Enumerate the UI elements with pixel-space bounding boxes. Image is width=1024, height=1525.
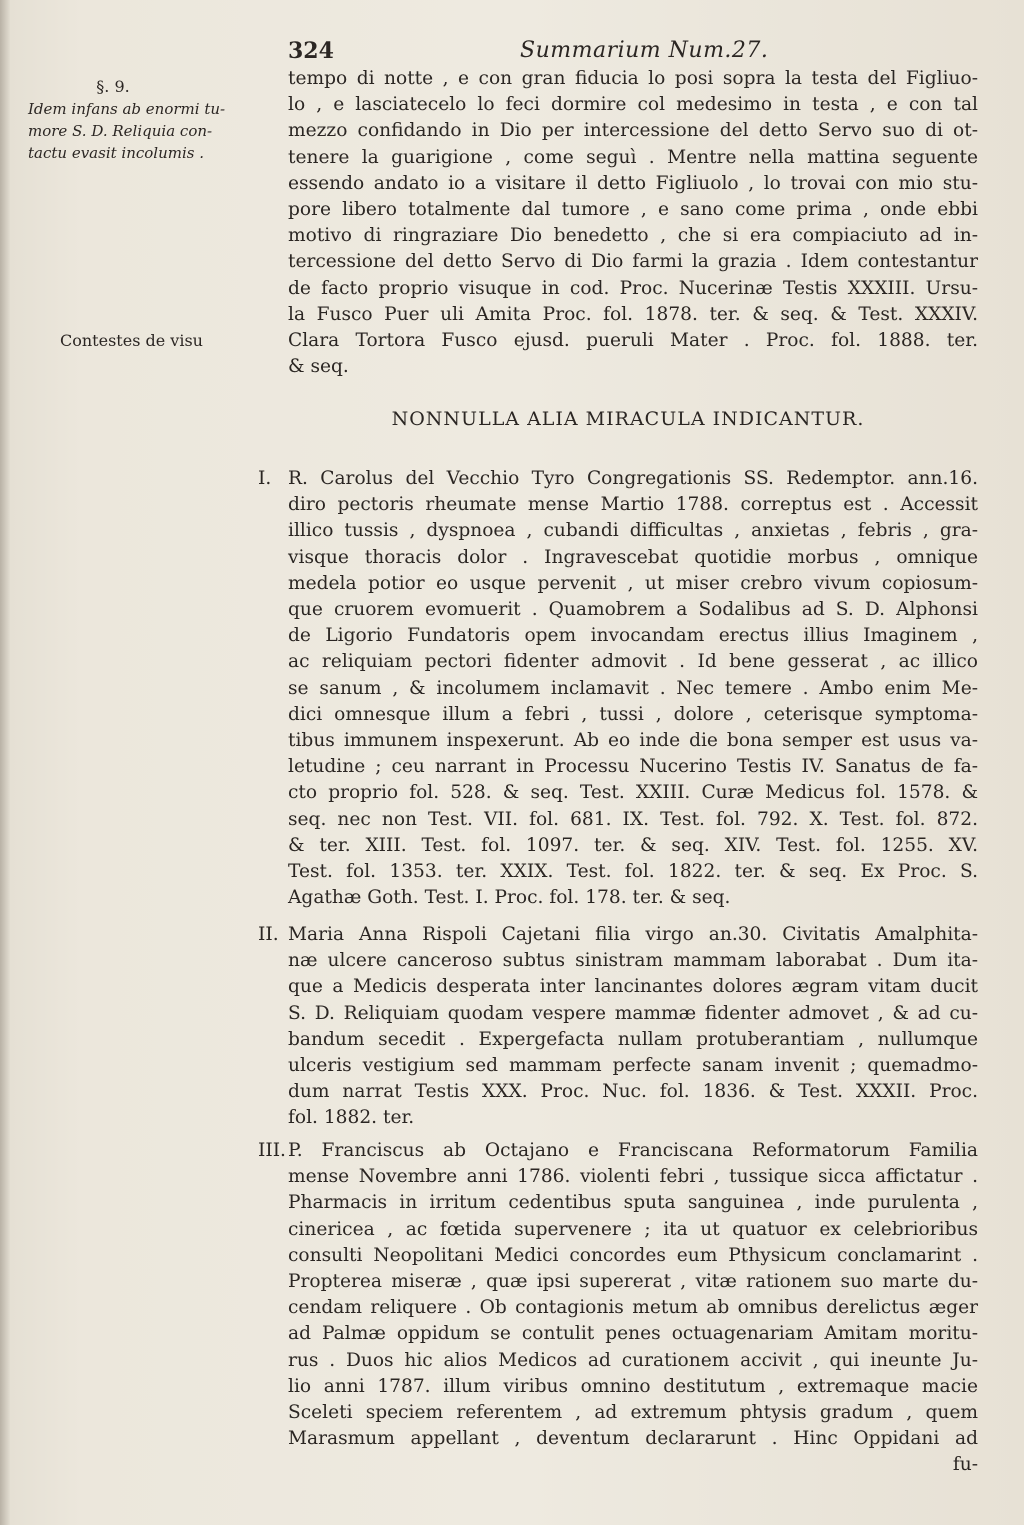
text-line: seq. nec non Test. VII. fol. 681. IX. Test. fol. 792. X. Test. fol. 872. [288, 808, 978, 830]
text-line: la Fusco Puer uli Amita Proc. fol. 1878. ter. & seq. & Test. XXXIV. [288, 303, 978, 325]
text-line: lo , e lasciatecelo lo feci dormire col medesimo in testa , e con tal [288, 94, 978, 116]
text-line: se sanum , & incolumem inclamavit . Nec temere . Ambo enim Me- [288, 677, 978, 699]
text-line: dum narrat Testis XXX. Proc. Nuc. fol. 1836. & Test. XXXII. Proc. [288, 1081, 978, 1103]
text-line: que cruorem evomuerit . Quamobrem a Sodalibus ad S. D. Alphonsi [288, 599, 978, 621]
text-line: cendam reliquere . Ob contagionis metum ab omnibus derelictus æger [288, 1297, 978, 1319]
text-line: mezzo confidando in Dio per intercessione del detto Servo suo di ot- [288, 120, 978, 142]
text-line: Pharmacis in irritum cedentibus sputa sanguinea , inde purulenta , [288, 1192, 978, 1214]
text-line: ac reliquiam pectori fidenter admovit . Id bene gesserat , ac illico [288, 651, 978, 673]
margin-note-line: tactu evasit incolumis . [28, 144, 205, 162]
text-line: Maria Anna Rispoli Cajetani filia virgo an.30. Civitatis Amalphita- [288, 924, 978, 945]
text-line: tenere la guarigione , come seguì . Mentre nella mattina seguente [288, 146, 978, 168]
item-number: III. [258, 1140, 286, 1161]
text-line: P. Franciscus ab Octajano e Franciscana Reformatorum Familia [288, 1140, 978, 1161]
text-line: bandum secedit . Expergefacta nullam protuberantiam , nullumque [288, 1028, 978, 1050]
text-line: ulceris vestigium sed mammam perfecte sanam invenit ; quemadmo- [288, 1055, 978, 1077]
item-body [288, 922, 978, 1132]
text-line: letudine ; ceu narrant in Processu Nucerino Testis IV. Sanatus de fa- [288, 756, 978, 778]
page-number: 324 [288, 38, 334, 64]
text-line: dici omnesque illum a febri , tussi , dolore , ceterisque symptoma- [288, 703, 978, 725]
section-mark: §. 9. [96, 77, 130, 96]
text-line: Propterea miseræ , quæ ipsi supererat , vitæ rationem suo marte du- [288, 1271, 978, 1293]
text-line: fol. 1882. ter. [288, 1107, 415, 1129]
text-line: pore libero totalmente dal tumore , e sano come prima , onde ebbi [288, 199, 978, 221]
margin-note-summary [28, 76, 258, 164]
text-line: medela potior eo usque pervenit , ut miser crebro vivum copiosum- [288, 572, 978, 594]
text-line: mense Novembre anni 1786. violenti febri , tussique sicca affictatur . [288, 1166, 978, 1188]
text-line: & seq. [288, 356, 349, 378]
body-text-block [288, 66, 978, 380]
text-line: tibus immunem inspexerunt. Ab eo inde die bona semper est usus va- [288, 730, 978, 752]
text-line: Clara Tortora Fusco ejusd. pueruli Mater . Proc. fol. 1888. ter. [288, 330, 978, 352]
text-line: lio anni 1787. illum viribus omnino destitutum , extremaque macie [288, 1375, 978, 1397]
text-line: Test. fol. 1353. ter. XXIX. Test. fol. 1822. ter. & seq. Ex Proc. S. [288, 861, 978, 883]
text-line: næ ulcere canceroso subtus sinistram mammam laborabat . Dum ita- [288, 950, 978, 972]
text-line: & ter. XIII. Test. fol. 1097. ter. & seq. XIV. Test. fol. 1255. XV. [288, 834, 978, 856]
text-line: Marasmum appellant , deventum declararunt . Hinc Oppidani ad [288, 1428, 978, 1450]
text-line: tercessione del detto Servo di Dio farmi la grazia . Idem contestantur [288, 251, 978, 273]
text-line: Sceleti speciem referentem , ad extremum phtysis gradum , quem [288, 1402, 978, 1424]
text-line: R. Carolus del Vecchio Tyro Congregationis SS. Redemptor. ann.16. [288, 468, 978, 489]
item-number: I. [258, 468, 272, 489]
text-line: ad Palmæ oppidum se contulit penes octuagenariam Amitam moritu- [288, 1323, 978, 1345]
text-line: motivo di ringraziare Dio benedetto , che si era compiaciuto ad in- [288, 225, 978, 247]
item-body [288, 466, 978, 911]
section-title: NONNULLA ALIA MIRACULA INDICANTUR. [391, 408, 865, 430]
margin-note-witnesses: Contestes de visu [60, 331, 203, 350]
text-line: essendo andato io a visitare il detto Figliuolo , lo trovai con mio stu- [288, 172, 978, 194]
text-line: cinericea , ac fœtida supervenere ; ita ut quatuor ex celebrioribus [288, 1218, 978, 1240]
margin-note-line: more S. D. Reliquia con- [28, 122, 213, 140]
text-line: cto proprio fol. 528. & seq. Test. XXIII. Curæ Medicus fol. 1578. & [288, 782, 978, 804]
item-body [288, 1138, 978, 1479]
text-line: rus . Duos hic alios Medicos ad curationem accivit , qui ineunte Ju- [288, 1349, 978, 1371]
text-line: de Ligorio Fundatoris opem invocandam erectus illius Imaginem , [288, 625, 978, 647]
text-line: visque thoracis dolor . Ingravescebat quotidie morbus , omnique [288, 546, 978, 568]
running-head: Summarium Num.27. [520, 38, 769, 63]
text-line: tempo di notte , e con gran fiducia lo posi sopra la testa del Figliuo- [288, 68, 978, 89]
text-line: fu- [952, 1454, 978, 1476]
text-line: diro pectoris rheumate mense Martio 1788. correptus est . Accessit [288, 494, 978, 516]
text-line: illico tussis , dyspnoea , cubandi difficultas , anxietas , febris , gra- [288, 520, 978, 542]
margin-note-line: Idem infans ab enormi tu- [28, 100, 226, 118]
text-line: Agathæ Goth. Test. I. Proc. fol. 178. ter. & seq. [288, 887, 731, 909]
item-number: II. [258, 924, 279, 945]
page-edge-shadow [0, 0, 10, 1525]
text-line: que a Medicis desperata inter lancinantes dolores ægram vitam ducit [288, 976, 978, 998]
text-line: consulti Neopolitani Medici concordes eum Pthysicum conclamarint . [288, 1244, 978, 1266]
text-line: S. D. Reliquiam quodam vespere mammæ fidenter admovet , & ad cu- [288, 1002, 978, 1024]
text-line: de facto proprio visuque in cod. Proc. Nucerinæ Testis XXXIII. Ursu- [288, 277, 978, 299]
